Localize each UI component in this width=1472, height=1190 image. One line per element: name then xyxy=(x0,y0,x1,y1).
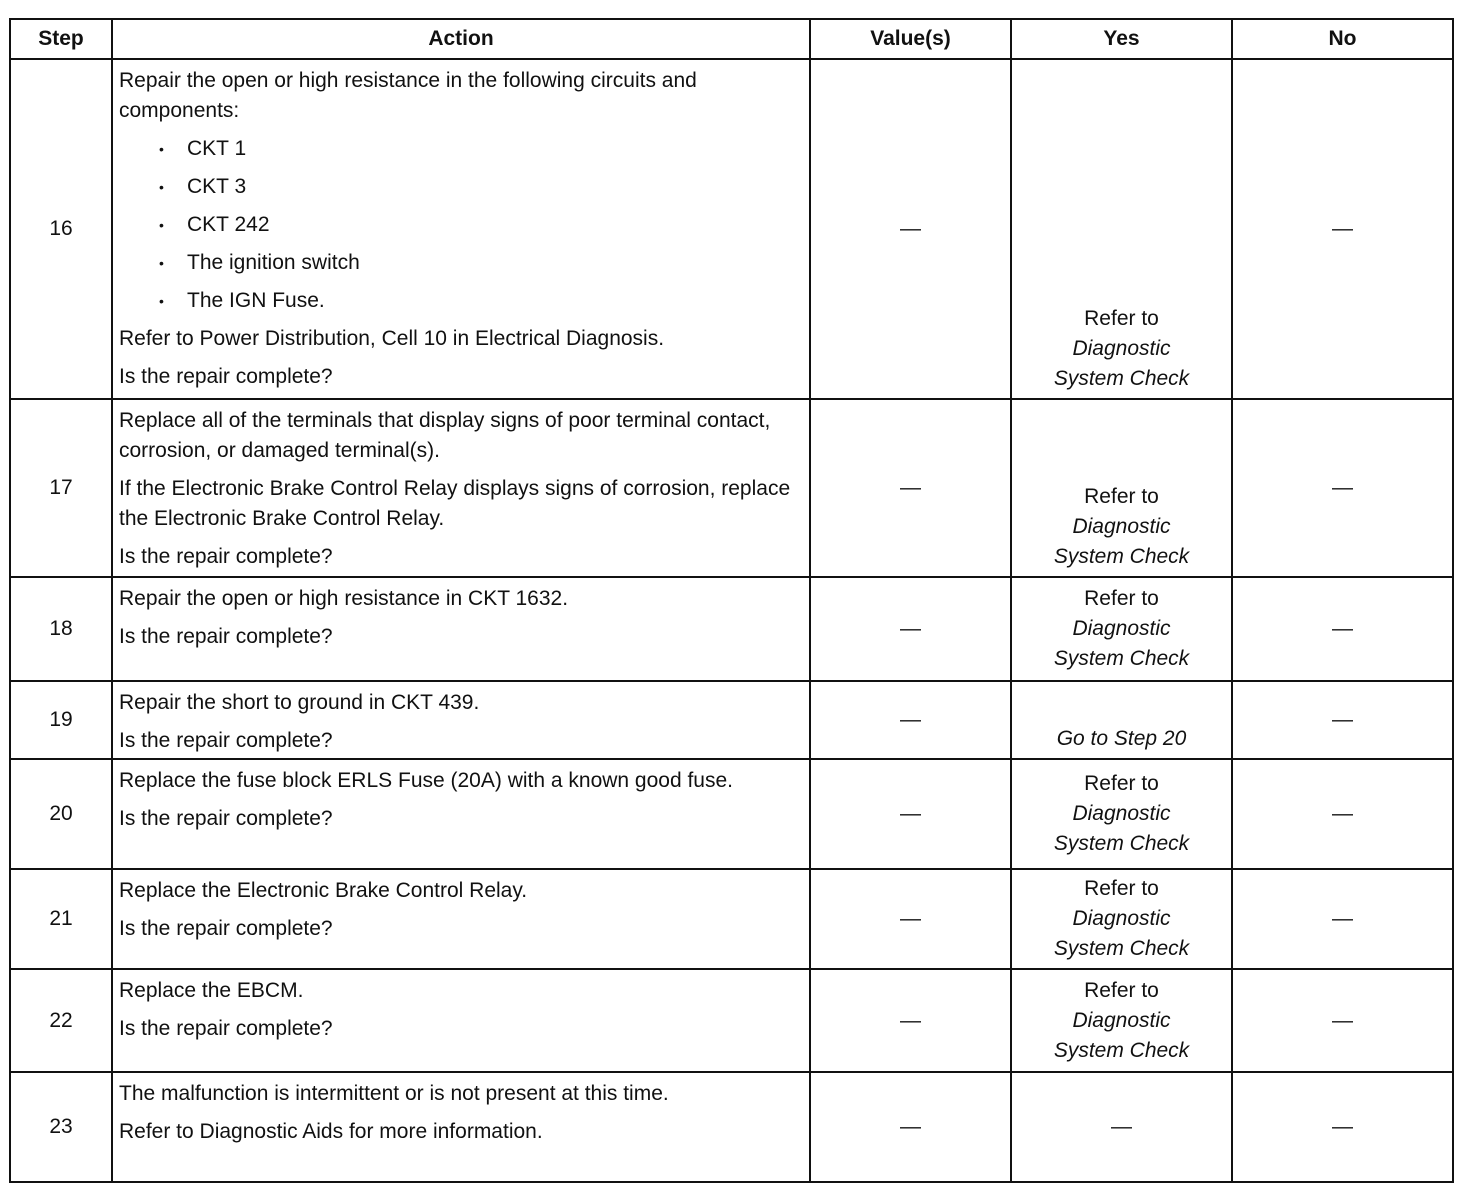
step-number: 19 xyxy=(10,681,112,759)
action-question: Is the repair complete? xyxy=(119,807,333,830)
step-number: 21 xyxy=(10,869,112,969)
action-cell xyxy=(112,869,810,969)
value-cell: — xyxy=(810,681,1011,759)
step-number: 22 xyxy=(10,969,112,1072)
yes-go-to-step: Go to Step 20 xyxy=(1056,727,1187,750)
action-question: Is the repair complete? xyxy=(119,545,333,568)
yes-system-check: System Check xyxy=(1053,647,1190,670)
yes-cell: — xyxy=(1011,1072,1232,1182)
table-row-step-20 xyxy=(10,759,1453,869)
table-row-step-16 xyxy=(10,59,1453,399)
yes-system-check: System Check xyxy=(1053,937,1190,960)
header-no: No xyxy=(1232,19,1453,59)
action-text: Replace the EBCM. xyxy=(119,979,304,1002)
yes-system-check: System Check xyxy=(1053,1038,1190,1062)
yes-cell xyxy=(1011,869,1232,969)
no-cell: — xyxy=(1232,869,1453,969)
header-yes: Yes xyxy=(1011,19,1232,59)
step-number: 16 xyxy=(10,59,112,399)
value-cell: — xyxy=(810,59,1011,399)
no-cell: — xyxy=(1232,1072,1453,1182)
no-cell: — xyxy=(1232,681,1453,759)
action-cell xyxy=(112,577,810,681)
yes-cell xyxy=(1011,399,1232,577)
action-cell xyxy=(112,1072,810,1182)
action-text: If the Electronic Brake Control Relay displays signs of corrosion, replace the Electronic Brake Control Relay. xyxy=(119,477,791,530)
value-cell: — xyxy=(810,577,1011,681)
yes-diagnostic: Diagnostic xyxy=(1072,907,1171,930)
action-text: Repair the open or high resistance in the following circuits and components: xyxy=(119,69,697,122)
no-cell: — xyxy=(1232,969,1453,1072)
list-item: • The ignition switch xyxy=(119,248,801,278)
value-cell: — xyxy=(810,869,1011,969)
yes-refer: Refer to xyxy=(1084,587,1159,610)
list-item: • The IGN Fuse. xyxy=(119,286,801,316)
action-text: Refer to Power Distribution, Cell 10 in Electrical Diagnosis. xyxy=(119,327,665,350)
yes-cell xyxy=(1011,969,1232,1072)
yes-diagnostic: Diagnostic xyxy=(1072,337,1171,360)
table-row-step-17 xyxy=(10,399,1453,577)
yes-system-check: System Check xyxy=(1053,367,1190,390)
yes-cell xyxy=(1011,681,1232,759)
no-cell: — xyxy=(1232,577,1453,681)
yes-system-check: System Check xyxy=(1053,832,1190,855)
diagnostic-table xyxy=(9,18,1454,1183)
action-text: Refer to Diagnostic Aids for more information. xyxy=(119,1120,543,1143)
list-item: • CKT 1 xyxy=(119,134,801,164)
table-row-step-23 xyxy=(10,1072,1453,1182)
step-number: 20 xyxy=(10,759,112,869)
no-cell: — xyxy=(1232,399,1453,577)
table-row-step-22 xyxy=(10,969,1453,1072)
header-values: Value(s) xyxy=(810,19,1011,59)
step-number: 17 xyxy=(10,399,112,577)
action-question: Is the repair complete? xyxy=(119,365,333,388)
action-cell xyxy=(112,399,810,577)
list-item: • CKT 3 xyxy=(119,172,801,202)
value-cell: — xyxy=(810,759,1011,869)
header-step: Step xyxy=(10,19,112,59)
yes-diagnostic: Diagnostic xyxy=(1072,515,1171,538)
yes-refer: Refer to xyxy=(1084,485,1159,508)
action-question: Is the repair complete? xyxy=(119,917,333,940)
action-question: Is the repair complete? xyxy=(119,1017,333,1040)
yes-diagnostic: Diagnostic xyxy=(1072,802,1171,825)
action-cell xyxy=(112,59,810,399)
yes-cell xyxy=(1011,577,1232,681)
component-list xyxy=(119,134,801,316)
table-row-step-21 xyxy=(10,869,1453,969)
action-text: Replace all of the terminals that display signs of poor terminal contact, corrosion, or damaged terminal(s). xyxy=(119,409,771,462)
action-text: Replace the Electronic Brake Control Relay. xyxy=(119,879,528,902)
action-cell xyxy=(112,681,810,759)
yes-diagnostic: Diagnostic xyxy=(1072,617,1171,640)
value-cell: — xyxy=(810,1072,1011,1182)
value-cell: — xyxy=(810,399,1011,577)
yes-diagnostic: Diagnostic xyxy=(1072,1008,1171,1032)
yes-cell xyxy=(1011,59,1232,399)
action-text: Repair the open or high resistance in CKT 1632. xyxy=(119,587,569,610)
yes-system-check: System Check xyxy=(1053,545,1190,568)
no-cell: — xyxy=(1232,759,1453,869)
table-row-step-19 xyxy=(10,681,1453,759)
header-row xyxy=(10,19,1453,59)
header-action: Action xyxy=(112,19,810,59)
action-question: Is the repair complete? xyxy=(119,625,333,648)
no-cell: — xyxy=(1232,59,1453,399)
list-item: • CKT 242 xyxy=(119,210,801,240)
action-text: Replace the fuse block ERLS Fuse (20A) with a known good fuse. xyxy=(119,769,734,792)
action-cell xyxy=(112,969,810,1072)
yes-refer: Refer to xyxy=(1084,877,1159,900)
table-row-step-18 xyxy=(10,577,1453,681)
action-text: The malfunction is intermittent or is not present at this time. xyxy=(119,1082,669,1105)
action-question: Is the repair complete? xyxy=(119,729,333,752)
yes-cell xyxy=(1011,759,1232,869)
yes-refer: Refer to xyxy=(1084,307,1159,330)
yes-refer: Refer to xyxy=(1084,772,1159,795)
action-cell xyxy=(112,759,810,869)
yes-refer: Refer to xyxy=(1084,978,1159,1002)
step-number: 23 xyxy=(10,1072,112,1182)
action-text: Repair the short to ground in CKT 439. xyxy=(119,691,480,714)
step-number: 18 xyxy=(10,577,112,681)
value-cell: — xyxy=(810,969,1011,1072)
